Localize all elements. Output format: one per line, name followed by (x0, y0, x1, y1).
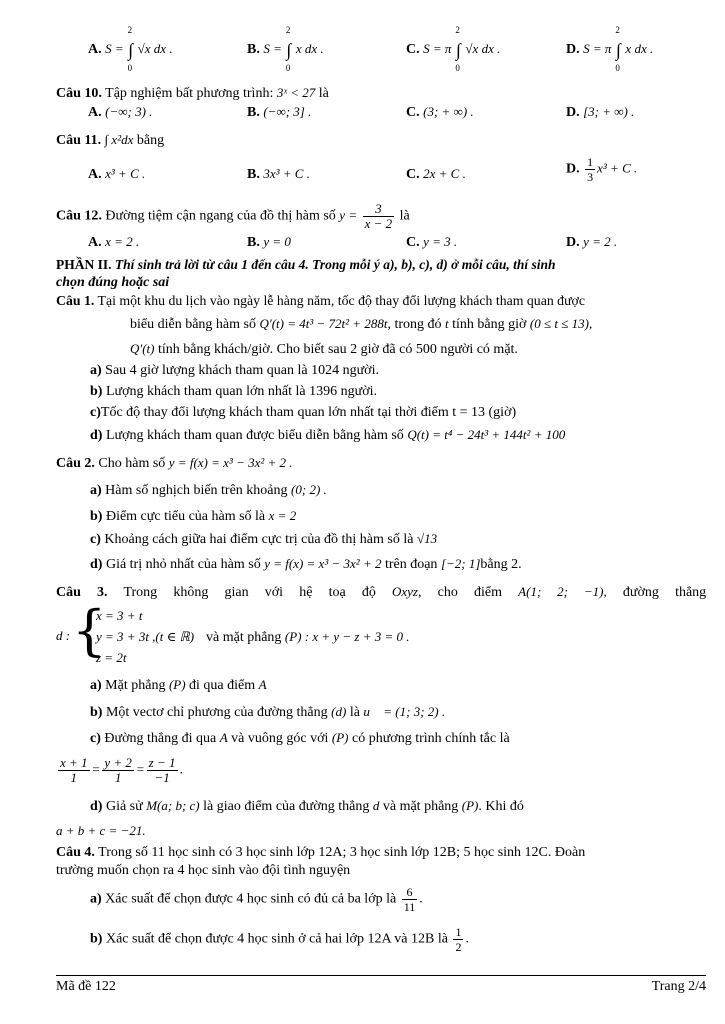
p2q3-statement-c: c) Đường thẳng đi qua A và vuông góc với (P) có phương trình chính tắc là (90, 730, 510, 746)
part-2-instruction: chọn đúng hoặc sai (56, 275, 170, 290)
q9-option-b: B. S = ∫ 2 0 x dx . (247, 24, 324, 73)
p2q2-statement-b: b) Điểm cực tiểu của hàm số là x = 2 (90, 508, 297, 524)
p2-question-3: Câu 3. Trong không gian với hệ toạ độ Oxyz, cho điểm A(1; 2; −1), đường thẳng (56, 584, 707, 600)
q12-option-d: D. y = 2 . (566, 234, 618, 250)
p2q1-statement-d: d) Lượng khách tham quan được biểu diễn bằng hàm số Q(t) = t⁴ − 24t³ + 144t² + 100 (90, 427, 566, 443)
p2q1-statement-c: c)Tốc độ thay đổi lượng khách tham quan lớn nhất tại thời điểm t = 13 (giờ) (90, 405, 517, 420)
q11-option-d: D. $\frac{1}{3}$ x³ + C . (566, 155, 638, 184)
q9-option-a: A. S = ∫ 2 0 √x dx . (88, 24, 173, 73)
p2q2-statement-a: a) Hàm số nghịch biến trên khoảng (0; 2) . (90, 482, 327, 498)
p2-question-1: Câu 1. Tại một khu du lịch vào ngày lễ hàng năm, tốc độ thay đổi lượng khách tham quan được (56, 293, 585, 308)
q12-option-a: A. x = 2 . (88, 234, 140, 250)
q10-option-c: C. (3; + ∞) . (406, 104, 474, 120)
q11-option-a: A. x³ + C . (88, 166, 146, 182)
q10-option-b: B. (−∞; 3] . (247, 104, 312, 120)
q10-option-d: D. [3; + ∞) . (566, 104, 635, 120)
p2q2-statement-c: c) Khoảng cách giữa hai điểm cực trị của đồ thị hàm số là √13 (90, 531, 438, 547)
question-11: Câu 11. ∫ x²dx bằng (56, 132, 165, 148)
q10-option-a: A. (−∞; 3) . (88, 104, 153, 120)
plane-definition: và mặt phẳng (P) : x + y − z + 3 = 0 . (206, 629, 410, 645)
line-d-name: d : (56, 628, 71, 643)
exam-code: Mã đề 122 (56, 979, 116, 994)
q12-option-c: C. y = 3 . (406, 234, 458, 250)
p2q3-statement-d-result: a + b + c = −21. (56, 823, 146, 838)
p2q3-statement-d: d) Giả sử M(a; b; c) là giao điểm của đường thẳng d và mặt phẳng (P). Khi đó (90, 798, 524, 814)
p2-question-1-line3: Q′(t) tính bằng khách/giờ. Cho biết sau 2 giờ đã có 500 người có mặt. (130, 341, 518, 357)
q9-option-c: C. S = π ∫ 2 0 √x dx . (406, 24, 501, 73)
p2-question-1-line2: biểu diễn bằng hàm số Q′(t) = 4t³ − 72t² + 288t, trong đó t tính bằng giờ (0 ≤ t ≤ 13), (130, 316, 593, 332)
p2q3-statement-b: b) Một vectơ chỉ phương của đường thẳng (d) là u⃗ = (1; 3; 2) . (90, 704, 446, 720)
p2q1-statement-a: a) Sau 4 giờ lượng khách tham quan là 1024 người. (90, 363, 379, 378)
system-eq-3: z = 2t (96, 650, 127, 665)
page-number: Trang 2/4 (651, 979, 706, 994)
q12-option-b: B. y = 0 (247, 234, 291, 250)
p2q4-statement-b: b) Xác suất để chọn được 4 học sinh ở cả hai lớp 12A và 12B là $\frac{1}{2}$ . (90, 925, 469, 954)
p2q4-statement-a: a) Xác suất để chọn được 4 học sinh có đủ cả ba lớp là $\frac{6}{11}$ . (90, 885, 423, 914)
system-eq-1: x = 3 + t (96, 608, 143, 623)
system-brace: { (72, 599, 107, 662)
p2q2-statement-d: d) Giá trị nhỏ nhất của hàm số y = f(x) = x³ − 3x² + 2 trên đoạn [−2; 1]bằng 2. (90, 556, 522, 572)
q11-option-b: B. 3x³ + C . (247, 166, 310, 182)
canonical-equation: $\frac{x + 1}{1}$ = $\frac{y + 2}{1}$ = $\frac{z - 1}{-1}$ . (60, 755, 183, 785)
p2q3-statement-a: a) Mặt phẳng (P) đi qua điểm A (90, 677, 267, 693)
p2-question-2: Câu 2. Cho hàm số y = f(x) = x³ − 3x² + 2 . (56, 455, 293, 471)
question-12: Câu 12. Đường tiệm cận ngang của đồ thị hàm số y = $\frac{3}{x - 2}$ là (56, 201, 410, 231)
system-eq-2: y = 3 + 3t ,(t ∈ ℝ) (96, 629, 195, 644)
p2q1-statement-b: b) Lượng khách tham quan lớn nhất là 1396 người. (90, 384, 378, 399)
footer-divider (56, 975, 706, 976)
q9-option-d: D. S = π ∫ 2 0 x dx . (566, 24, 654, 73)
p2-question-4-line2: trường muốn chọn ra 4 học sinh vào đội tình nguyện (56, 863, 351, 878)
p2-question-4: Câu 4. Trong số 11 học sinh có 3 học sinh lớp 12A; 3 học sinh lớp 12B; 5 học sinh 12C. Đoàn (56, 845, 586, 860)
part-2-heading: PHẦN II. Thí sinh trả lời từ câu 1 đến câu 4. Trong mỗi ý a), b), c), d) ở mỗi câu, thí sinh (56, 257, 556, 272)
question-10: Câu 10. Tập nghiệm bất phương trình: 3ˣ < 27 là (56, 85, 329, 101)
q11-option-c: C. 2x + C . (406, 166, 466, 182)
